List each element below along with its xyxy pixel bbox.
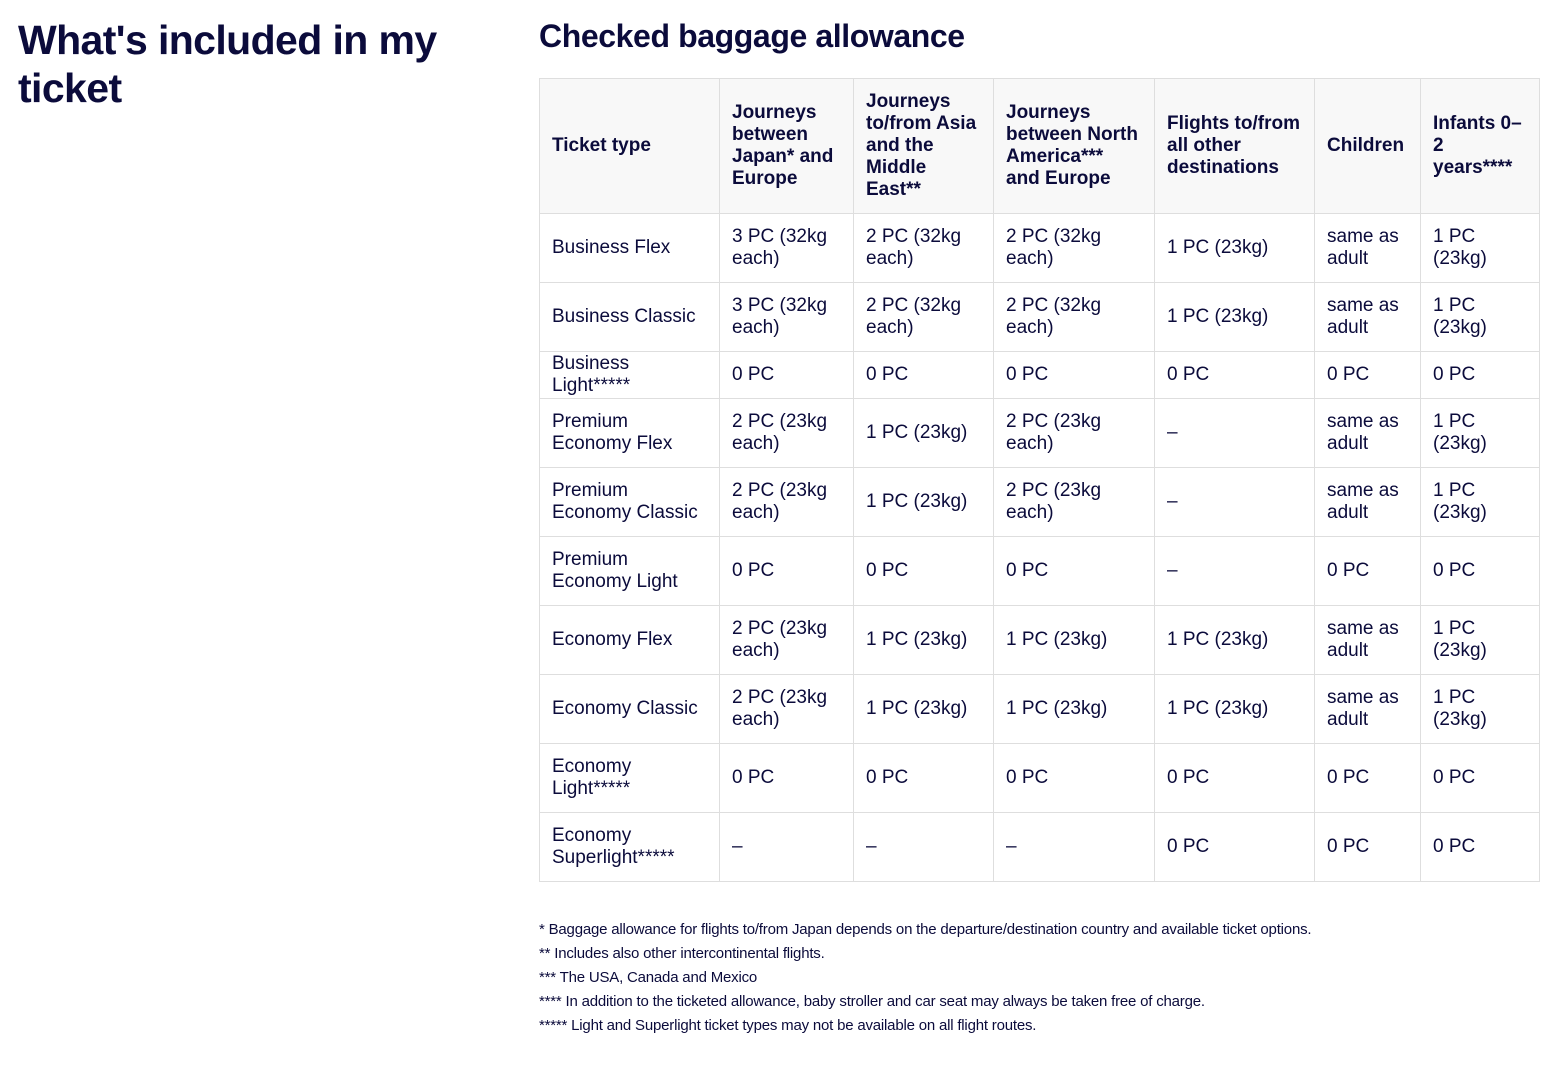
allowance-cell: 0 PC bbox=[1315, 537, 1421, 606]
footnote-japan: * Baggage allowance for flights to/from Japan depends on the departure/destination country and available ticket options. bbox=[539, 921, 1312, 938]
allowance-cell: 0 PC bbox=[994, 352, 1155, 399]
allowance-cell: 1 PC (23kg) bbox=[1421, 399, 1540, 468]
allowance-cell: same as adult bbox=[1315, 606, 1421, 675]
footnote-light-superlight: ***** Light and Superlight ticket types may not be available on all flight routes. bbox=[539, 1017, 1037, 1034]
allowance-cell: 2 PC (32kg each) bbox=[854, 214, 994, 283]
table-row bbox=[540, 744, 1540, 813]
allowance-cell: 1 PC (23kg) bbox=[1155, 214, 1315, 283]
allowance-cell: 0 PC bbox=[994, 537, 1155, 606]
allowance-cell: 0 PC bbox=[1421, 352, 1540, 399]
allowance-cell: – bbox=[994, 813, 1155, 882]
allowance-cell: 0 PC bbox=[720, 537, 854, 606]
allowance-cell: 1 PC (23kg) bbox=[1421, 468, 1540, 537]
allowance-cell: 0 PC bbox=[720, 352, 854, 399]
allowance-cell: 1 PC (23kg) bbox=[1421, 214, 1540, 283]
allowance-cell: 0 PC bbox=[1421, 813, 1540, 882]
allowance-cell: 0 PC bbox=[720, 744, 854, 813]
table-row bbox=[540, 352, 1540, 399]
footnotes bbox=[539, 918, 1539, 1038]
ticket-type-cell: Premium Economy Flex bbox=[540, 399, 720, 468]
allowance-cell: same as adult bbox=[1315, 283, 1421, 352]
allowance-cell: 1 PC (23kg) bbox=[854, 606, 994, 675]
allowance-cell: – bbox=[854, 813, 994, 882]
table-header-row bbox=[540, 79, 1540, 214]
allowance-cell: 2 PC (32kg each) bbox=[994, 214, 1155, 283]
allowance-cell: same as adult bbox=[1315, 214, 1421, 283]
allowance-cell: – bbox=[1155, 537, 1315, 606]
allowance-cell: 0 PC bbox=[854, 352, 994, 399]
header-children: Children bbox=[1315, 79, 1421, 214]
header-ticket-type: Ticket type bbox=[540, 79, 720, 214]
table-row bbox=[540, 399, 1540, 468]
allowance-cell: 2 PC (23kg each) bbox=[720, 468, 854, 537]
header-asia-middle-east: Journeys to/from Asia and the Middle East** bbox=[854, 79, 994, 214]
allowance-cell: 0 PC bbox=[854, 744, 994, 813]
allowance-cell: 0 PC bbox=[1315, 352, 1421, 399]
allowance-cell: 1 PC (23kg) bbox=[1155, 606, 1315, 675]
allowance-cell: 0 PC bbox=[1155, 352, 1315, 399]
allowance-cell: same as adult bbox=[1315, 675, 1421, 744]
allowance-cell: 2 PC (23kg each) bbox=[720, 675, 854, 744]
allowance-cell: 0 PC bbox=[994, 744, 1155, 813]
allowance-cell: 3 PC (32kg each) bbox=[720, 283, 854, 352]
allowance-cell: 2 PC (32kg each) bbox=[854, 283, 994, 352]
allowance-cell: 3 PC (32kg each) bbox=[720, 214, 854, 283]
allowance-cell: 0 PC bbox=[1155, 744, 1315, 813]
allowance-cell: 2 PC (32kg each) bbox=[994, 283, 1155, 352]
footnote-intercontinental: ** Includes also other intercontinental flights. bbox=[539, 945, 825, 962]
header-north-america-europe: Journeys between North America*** and Europe bbox=[994, 79, 1155, 214]
allowance-cell: same as adult bbox=[1315, 399, 1421, 468]
allowance-cell: 0 PC bbox=[854, 537, 994, 606]
section-title: Checked baggage allowance bbox=[539, 18, 965, 54]
footnote-infants: **** In addition to the ticketed allowance, baby stroller and car seat may always be taken free of charge. bbox=[539, 993, 1205, 1010]
allowance-cell: 1 PC (23kg) bbox=[854, 399, 994, 468]
allowance-cell: 0 PC bbox=[1155, 813, 1315, 882]
ticket-type-cell: Premium Economy Classic bbox=[540, 468, 720, 537]
allowance-cell: 1 PC (23kg) bbox=[854, 468, 994, 537]
table-body bbox=[540, 214, 1540, 882]
allowance-cell: 1 PC (23kg) bbox=[1421, 606, 1540, 675]
header-infants: Infants 0–2 years**** bbox=[1421, 79, 1540, 214]
table-row bbox=[540, 468, 1540, 537]
allowance-cell: 0 PC bbox=[1421, 744, 1540, 813]
allowance-cell: 0 PC bbox=[1421, 537, 1540, 606]
ticket-type-cell: Business Classic bbox=[540, 283, 720, 352]
table-row bbox=[540, 537, 1540, 606]
table-row bbox=[540, 675, 1540, 744]
allowance-cell: 0 PC bbox=[1315, 744, 1421, 813]
table-header bbox=[540, 79, 1540, 214]
ticket-type-cell: Business Light***** bbox=[540, 352, 720, 399]
allowance-cell: 1 PC (23kg) bbox=[1155, 283, 1315, 352]
allowance-cell: 1 PC (23kg) bbox=[1421, 675, 1540, 744]
allowance-cell: 1 PC (23kg) bbox=[854, 675, 994, 744]
ticket-type-cell: Economy Flex bbox=[540, 606, 720, 675]
ticket-type-cell: Business Flex bbox=[540, 214, 720, 283]
ticket-type-cell: Economy Classic bbox=[540, 675, 720, 744]
ticket-type-cell: Economy Light***** bbox=[540, 744, 720, 813]
allowance-cell: 2 PC (23kg each) bbox=[720, 399, 854, 468]
allowance-cell: 1 PC (23kg) bbox=[994, 675, 1155, 744]
ticket-type-cell: Premium Economy Light bbox=[540, 537, 720, 606]
allowance-cell: 1 PC (23kg) bbox=[994, 606, 1155, 675]
table-row bbox=[540, 214, 1540, 283]
allowance-cell: 2 PC (23kg each) bbox=[720, 606, 854, 675]
allowance-cell: 0 PC bbox=[1315, 813, 1421, 882]
left-column bbox=[18, 16, 458, 112]
allowance-cell: 1 PC (23kg) bbox=[1421, 283, 1540, 352]
ticket-type-cell: Economy Superlight***** bbox=[540, 813, 720, 882]
table-row bbox=[540, 283, 1540, 352]
table-row bbox=[540, 813, 1540, 882]
footnote-north-america: *** The USA, Canada and Mexico bbox=[539, 969, 758, 986]
allowance-cell: 2 PC (23kg each) bbox=[994, 468, 1155, 537]
header-japan-europe: Journeys between Japan* and Europe bbox=[720, 79, 854, 214]
allowance-cell: 2 PC (23kg each) bbox=[994, 399, 1155, 468]
baggage-allowance-table bbox=[539, 78, 1540, 882]
page-title: What's included in my ticket bbox=[18, 17, 437, 111]
allowance-cell: – bbox=[1155, 399, 1315, 468]
header-other-destinations: Flights to/from all other destinations bbox=[1155, 79, 1315, 214]
allowance-cell: 1 PC (23kg) bbox=[1155, 675, 1315, 744]
allowance-cell: – bbox=[720, 813, 854, 882]
allowance-cell: same as adult bbox=[1315, 468, 1421, 537]
allowance-cell: – bbox=[1155, 468, 1315, 537]
table-row bbox=[540, 606, 1540, 675]
right-column bbox=[539, 16, 1539, 1038]
